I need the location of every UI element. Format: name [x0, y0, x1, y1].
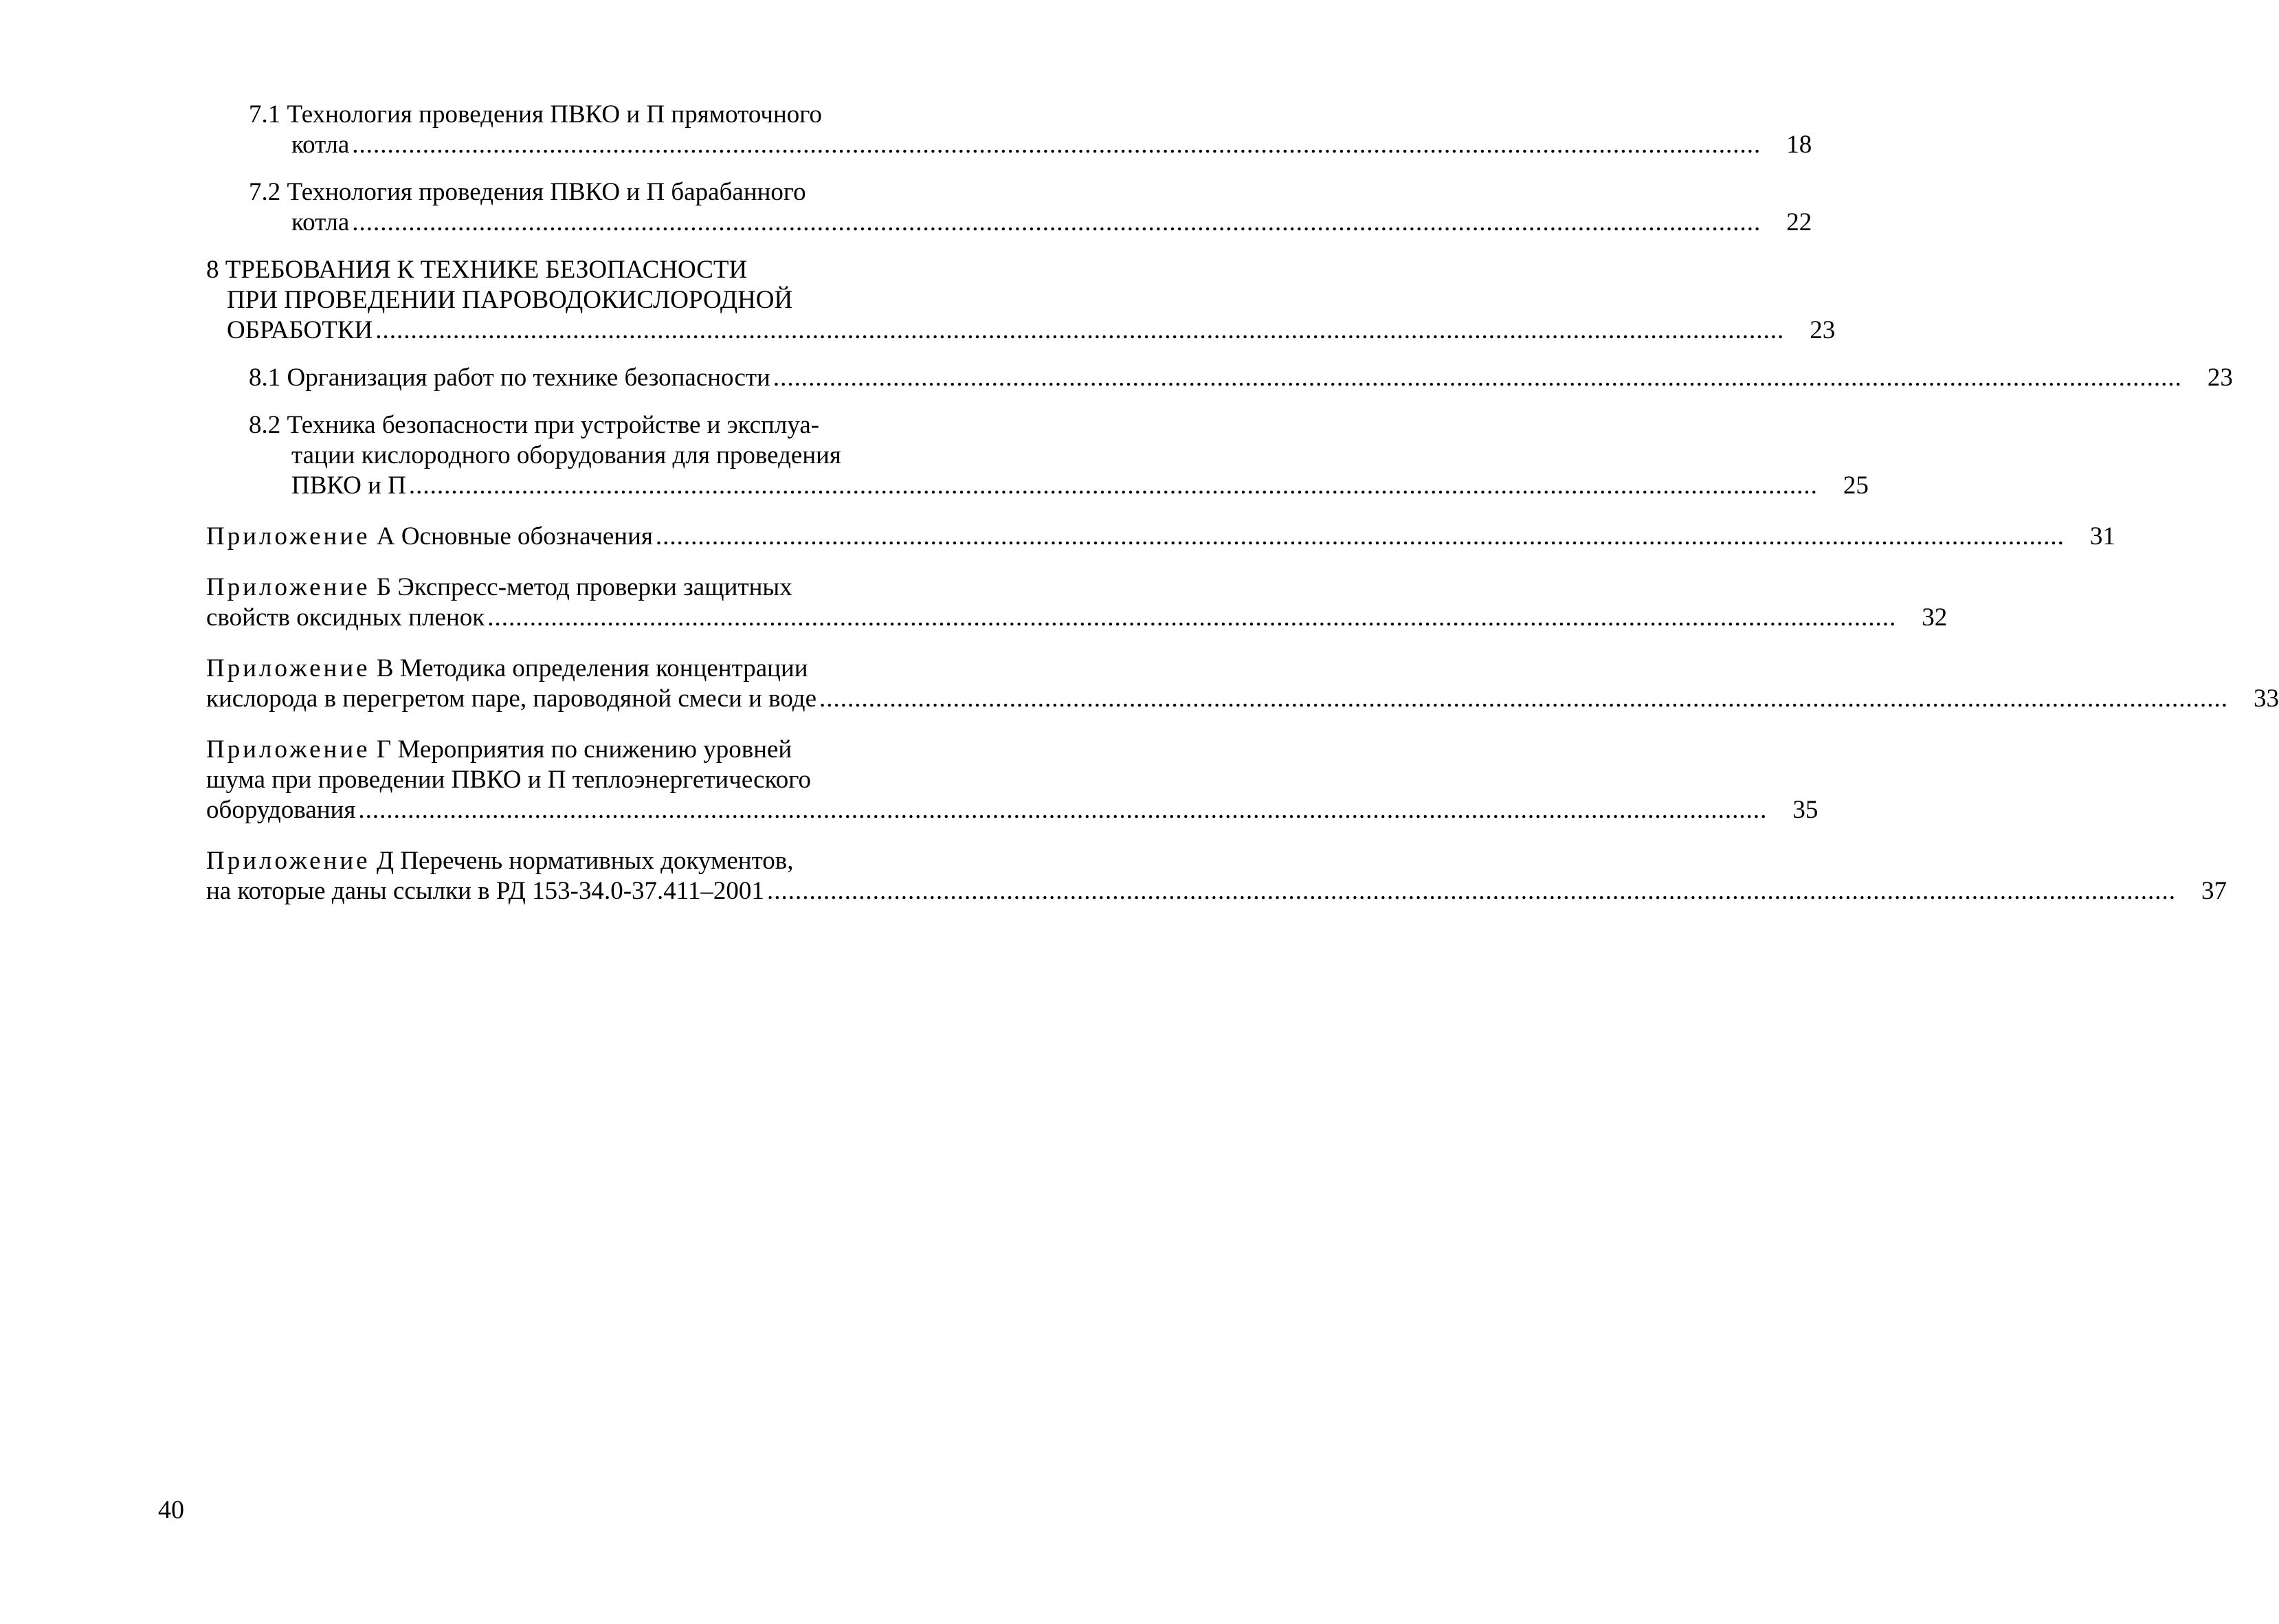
toc-entry-title-cont: шума при проведении ПВКО и П теплоэнергетического — [206, 766, 811, 794]
toc-entry-title: Д Перечень нормативных документов, — [370, 847, 794, 875]
dot-leader: ........................................................................................................................................................................................................ — [766, 877, 2176, 905]
toc-page-number: 25 — [1843, 471, 1869, 500]
toc-entry-appendix-a — [206, 522, 2115, 552]
toc-page-number: 18 — [1786, 131, 1812, 159]
toc-entry-last-line — [249, 471, 1869, 501]
toc-entry-last-line — [249, 363, 2233, 393]
table-of-contents — [206, 100, 2279, 906]
toc-entry-appendix-v — [206, 654, 2279, 714]
toc-entry-title: 7.2 Технология проведения ПВКО и П барабанного — [249, 178, 806, 206]
toc-entry-appendix-d — [206, 846, 2227, 906]
toc-entry-8 — [206, 255, 1836, 346]
dot-leader: ........................................................................................................................................................................................................ — [772, 364, 2182, 392]
toc-entry-last-line — [206, 603, 1948, 633]
toc-entry-last-line — [206, 876, 2227, 906]
toc-entry-last-line — [249, 130, 1812, 160]
toc-page-number: 32 — [1922, 603, 1948, 632]
dot-leader: ........................................................................................................................................................................................................ — [408, 471, 1818, 500]
toc-page-number: 37 — [2201, 877, 2227, 905]
dot-leader: ........................................................................................................................................................................................................ — [358, 796, 1768, 824]
toc-entry-title-cont: тации кислородного оборудования для проведения — [291, 441, 841, 469]
appendix-label: Приложение — [206, 654, 370, 682]
toc-entry-last-line — [206, 684, 2279, 714]
toc-entry-title: 8 ТРЕБОВАНИЯ К ТЕХНИКЕ БЕЗОПАСНОСТИ — [206, 256, 748, 284]
dot-leader: ........................................................................................................................................................................................................ — [819, 685, 2229, 713]
toc-entry-title: Б Экспресс-метод проверки защитных — [370, 573, 792, 601]
toc-entry-title-cont: ПВКО и П — [291, 471, 406, 500]
toc-entry-last-line — [206, 522, 2115, 552]
toc-entry-appendix-g — [206, 735, 1819, 825]
toc-entry-title: А Основные обозначения — [370, 522, 653, 550]
toc-entry-7-1 — [206, 100, 1812, 160]
toc-entry-title-cont: свойств оксидных пленок — [206, 603, 485, 632]
toc-entry-title: 8.2 Техника безопасности при устройстве и эксплуа- — [249, 411, 820, 439]
toc-entry-7-2 — [206, 177, 1812, 238]
dot-leader: ........................................................................................................................................................................................................ — [655, 522, 2065, 550]
dot-leader: ........................................................................................................................................................................................................ — [352, 131, 1761, 159]
toc-page-number: 33 — [2254, 685, 2279, 713]
toc-entry-title-cont: котла — [291, 131, 350, 159]
toc-entry-8-1 — [206, 363, 2233, 393]
toc-entry-title: Г Мероприятия по снижению уровней — [370, 735, 792, 764]
toc-entry-8-2 — [206, 410, 1869, 501]
toc-page-number: 35 — [1792, 796, 1819, 824]
toc-entry-title-cont: оборудования — [206, 796, 356, 824]
toc-entry-title-cont: кислорода в перегретом паре, пароводяной смеси и воде — [206, 685, 817, 713]
dot-leader: ........................................................................................................................................................................................................ — [352, 208, 1761, 236]
toc-entry-title-cont: ПРИ ПРОВЕДЕНИИ ПАРОВОДОКИСЛОРОДНОЙ — [227, 286, 793, 314]
toc-entry-last-line — [249, 208, 1812, 238]
toc-page-number: 22 — [1786, 208, 1812, 236]
toc-entry-title-cont: на которые даны ссылки в РД 153-34.0-37.411–2001 — [206, 877, 764, 905]
toc-entry-title: В Методика определения концентрации — [370, 654, 808, 682]
toc-entry-title-cont: котла — [291, 208, 350, 236]
appendix-label: Приложение — [206, 847, 370, 875]
appendix-label: Приложение — [206, 573, 370, 601]
toc-page-number: 23 — [2207, 364, 2233, 392]
dot-leader: ........................................................................................................................................................................................................ — [487, 603, 1897, 632]
toc-entry-title-cont: ОБРАБОТКИ — [227, 316, 373, 344]
toc-entry-title: 7.1 Технология проведения ПВКО и П прямоточного — [249, 100, 823, 129]
toc-entry-last-line — [206, 795, 1819, 825]
toc-page-number: 31 — [2089, 522, 2115, 550]
page-number: 40 — [158, 1495, 184, 1524]
toc-page-number: 23 — [1810, 316, 1836, 344]
dot-leader: ........................................................................................................................................................................................................ — [375, 316, 1785, 344]
toc-entry-appendix-b — [206, 572, 1948, 633]
appendix-label: Приложение — [206, 522, 370, 550]
toc-entry-last-line — [206, 315, 1836, 346]
toc-entry-title: 8.1 Организация работ по технике безопасности — [249, 364, 770, 392]
appendix-label: Приложение — [206, 735, 370, 764]
